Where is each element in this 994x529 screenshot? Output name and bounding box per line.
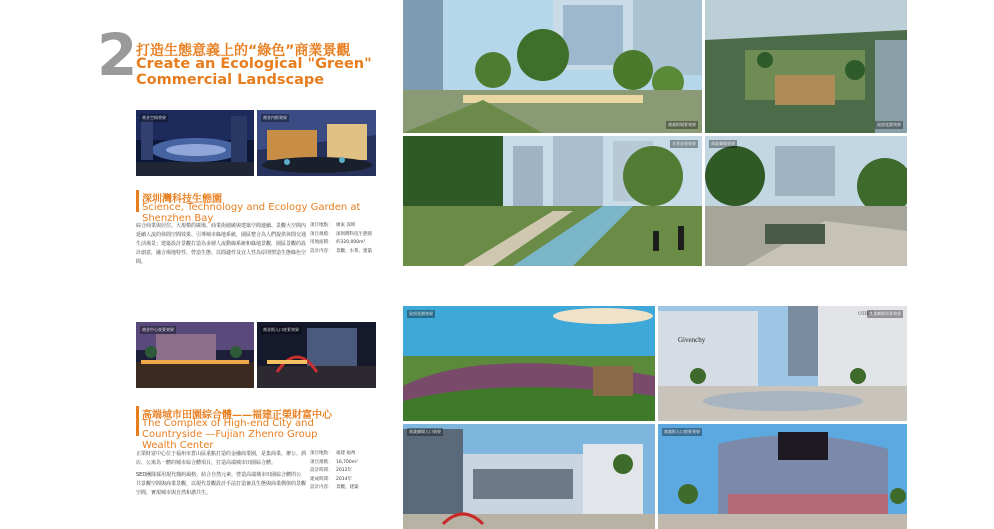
photo-top-4 bbox=[705, 136, 907, 266]
info-row: 設計内容： 景觀、建築 bbox=[310, 485, 359, 490]
info-row: 建成時間： 2014年 bbox=[310, 476, 352, 482]
photo-caption: 商業街入口夜景效果 bbox=[664, 429, 700, 434]
photo-caption: 商業街場景效果 bbox=[668, 122, 696, 127]
photo-top-1 bbox=[403, 0, 702, 133]
thumb-caption: 商业街入口夜景效果 bbox=[263, 327, 299, 332]
photo-top-2 bbox=[705, 0, 907, 133]
photo-caption: 水景步道效果 bbox=[672, 141, 696, 146]
thumb-s2-b bbox=[257, 322, 376, 388]
info-row: 用地面積： 約320,000m² bbox=[310, 240, 366, 245]
photo-caption: 商業廣場效果 bbox=[711, 141, 735, 146]
section2-info bbox=[310, 450, 382, 493]
photo-bottom-1 bbox=[403, 306, 655, 421]
heading-chinese: 打造生態意義上的“綠色”商業景觀 bbox=[136, 43, 351, 59]
photo-bottom-2 bbox=[658, 306, 907, 421]
section1-info bbox=[310, 222, 382, 256]
section1-title-en: Science, Technology and Ecology Garden at Shenzhen Bay bbox=[142, 202, 361, 224]
photo-bottom-3 bbox=[403, 424, 655, 529]
thumb-s1-b bbox=[257, 110, 376, 176]
photo-caption: 商業廣場入口效果 bbox=[409, 429, 441, 434]
photo-bottom-4 bbox=[658, 424, 907, 529]
chapter-number: 2 bbox=[97, 21, 138, 89]
thumb-caption: 商业中心夜景效果 bbox=[142, 327, 174, 332]
info-row: 項目規模： 深圳灣科技生態園 bbox=[310, 231, 372, 237]
info-row: 設計内容： 景觀、水系、建築 bbox=[310, 248, 372, 254]
info-row: 項目規模： 16,700m² bbox=[310, 459, 358, 465]
photo-caption: 屋頂花園效果 bbox=[409, 311, 433, 316]
section-bar bbox=[136, 190, 139, 212]
thumb-caption: 商业空间效果 bbox=[142, 115, 166, 120]
thumb-s1-a bbox=[136, 110, 254, 176]
section1-body bbox=[136, 222, 306, 267]
info-row: 項目地點： 廣東 深圳 bbox=[310, 223, 356, 228]
photo-caption: 商業廣場水景效果 bbox=[869, 311, 901, 316]
thumb-s2-a bbox=[136, 322, 254, 388]
info-row: 項目地點： 福建 福州 bbox=[310, 451, 356, 456]
section-bar bbox=[136, 406, 139, 436]
section2-title-zh: 高端城市田園綜合體——福建正榮財富中心 bbox=[142, 410, 332, 421]
heading-english: Create an Ecological "Green" Commercial Landscape bbox=[136, 56, 372, 88]
section1-title-zh: 深圳灣科技生態園 bbox=[142, 194, 222, 205]
section2-body-text-2: SED團隊採用現代簡約風格，結合自然元素，營造高端城市田園綜合體的公共景觀空間與商業景觀，以現代景觀設計手法打造兼具生態與商業價值的景觀空間，實現城市與自然和諧共生。 bbox=[136, 472, 307, 496]
store-sign: OTHER bbox=[858, 312, 875, 317]
section2-title-en: The Complex of High-end City and Countryside —Fujian Zhenro Group Wealth Center bbox=[142, 418, 318, 451]
photo-caption: 屋頂花園效果 bbox=[877, 122, 901, 127]
givenchy-sign: Givenchy bbox=[678, 336, 706, 344]
photo-top-3 bbox=[403, 136, 702, 266]
section2-body bbox=[136, 450, 306, 498]
section1-body-text: 綜合商業與居住、大規模的廣場、商業街圍繞與建築空間連續、景觀大空間內延續人流的休閒空間效果、引導城市綠地系統，園區整合為人們提供休閒交通生活場景；建築設計景觀打造為多層人流動線系統和綠地景觀，園區景觀的設計創意，融合場地特性、營造生態、以閒適性及宜人性為原則塑造生態綠色空間。 bbox=[136, 223, 307, 265]
section2-body-text-1: 正榮財富中心位于福州市倉山區重點打造的金融商業圈，是集商業、辦公、酒店、公寓為一體的城市綜合體項目，打造高端城市田園綜合體。 bbox=[136, 451, 307, 466]
info-row: 設計時間： 2012年 bbox=[310, 468, 352, 473]
thumb-caption: 商业内街效果 bbox=[263, 115, 287, 120]
